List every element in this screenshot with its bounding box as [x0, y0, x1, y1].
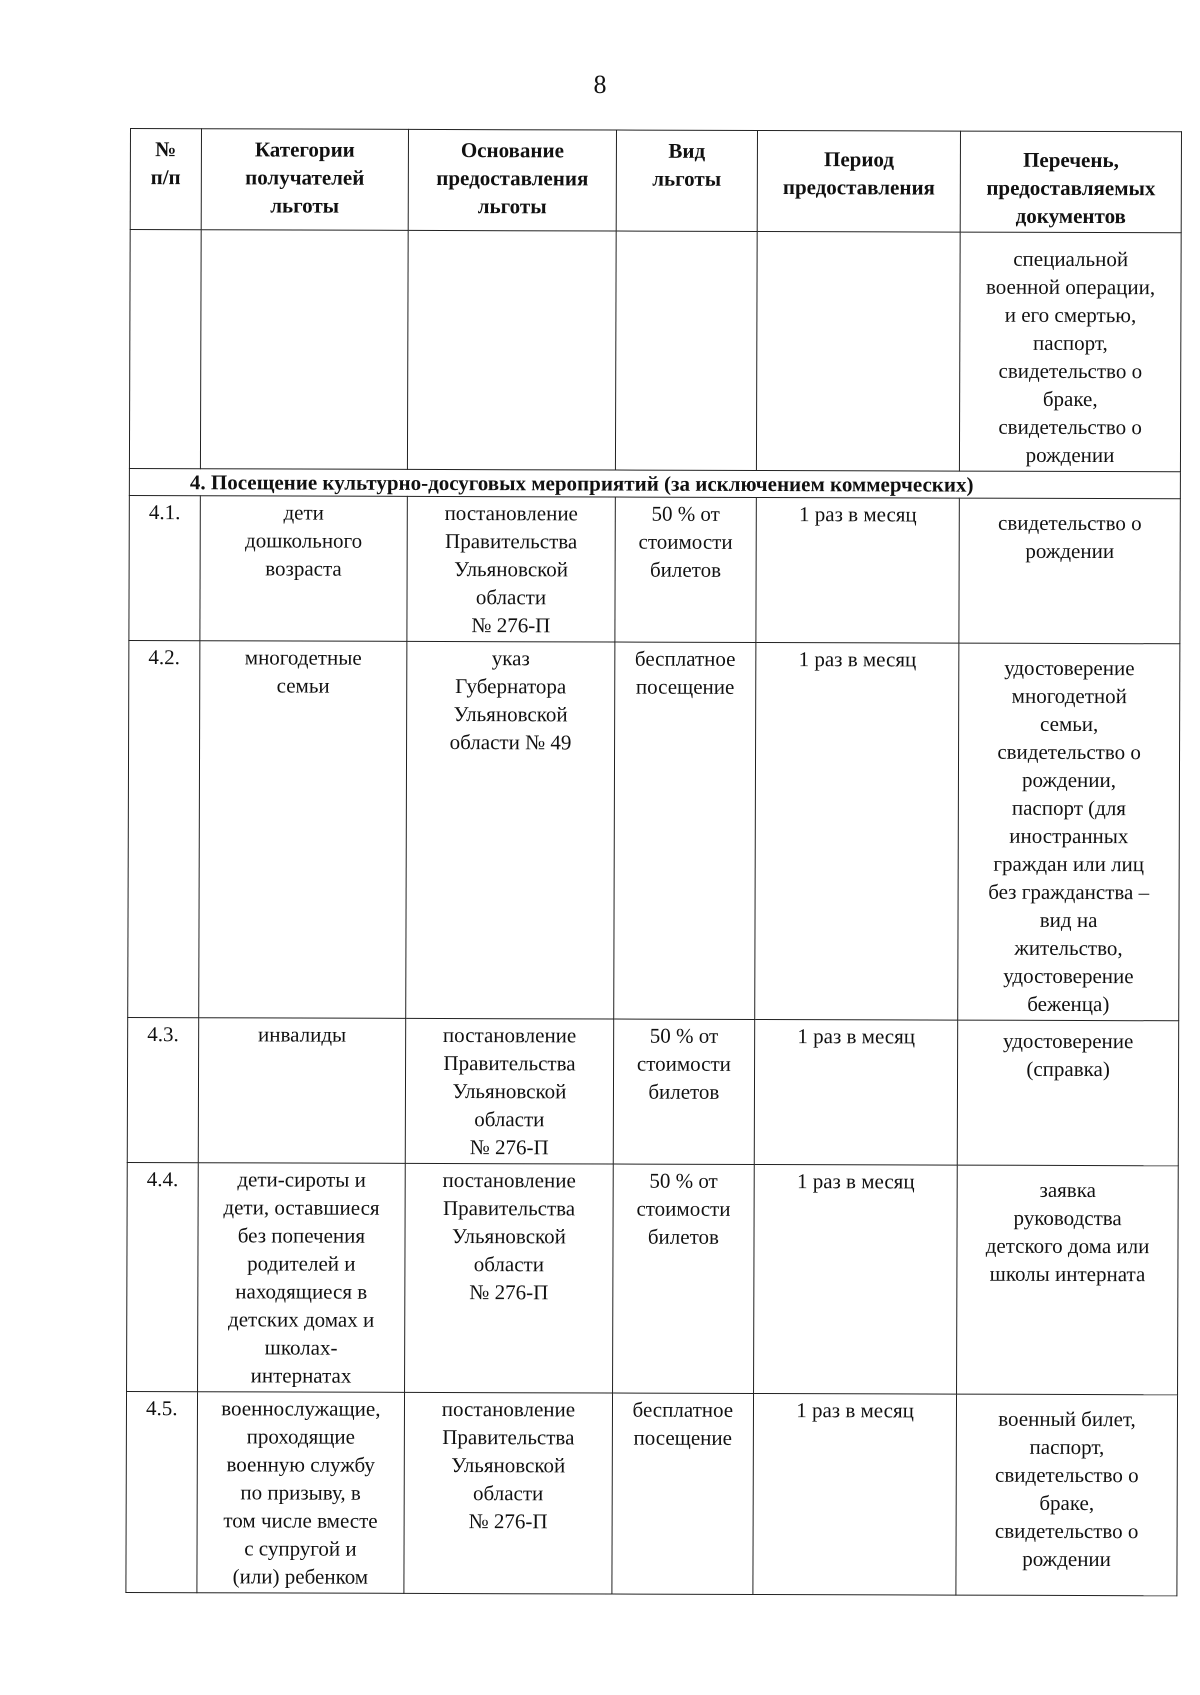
- row-basis: постановление Правительства Ульяновской области № 276-П: [404, 1392, 612, 1594]
- row-type: 50 % от стоимости билетов: [612, 1164, 754, 1393]
- header-period: Период предоставления: [757, 130, 960, 232]
- row-num: 4.4.: [127, 1162, 198, 1391]
- row-documents: заявка руководства детского дома или школы интерната: [957, 1165, 1179, 1395]
- row-num: 4.2.: [128, 640, 200, 1017]
- row-period: 1 раз в месяц: [755, 642, 959, 1020]
- row-basis: постановление Правительства Ульяновской области № 276-П: [405, 1163, 613, 1393]
- row-type: 50 % от стоимости билетов: [613, 1019, 755, 1164]
- row-category: многодетные семьи: [198, 641, 407, 1019]
- continuation-basis: [408, 230, 616, 470]
- row-num: 4.3.: [127, 1017, 198, 1162]
- table-row: [128, 640, 1180, 1020]
- benefits-table: [125, 128, 1182, 1596]
- row-basis: постановление Правительства Ульяновской области № 276-П: [407, 496, 615, 642]
- section-title: 4. Посещение культурно-досуговых мероприятий (за исключением коммерческих): [129, 468, 1180, 498]
- continuation-type: [615, 231, 757, 470]
- page-number: 8: [593, 70, 607, 99]
- row-documents: удостоверение многодетной семьи, свидетельство о рождении, паспорт (для иностранных граждан или лиц без гражданства – вид на жительство, удостоверение беженца): [958, 643, 1180, 1021]
- continuation-num: [129, 230, 200, 469]
- row-period: 1 раз в месяц: [756, 497, 960, 643]
- row-type: бесплатное посещение: [612, 1393, 754, 1594]
- row-period: 1 раз в месяц: [754, 1019, 958, 1165]
- table-row: [127, 1162, 1179, 1394]
- row-num: 4.5.: [126, 1391, 197, 1592]
- table-row: [126, 1391, 1178, 1595]
- row-category: дети-сироты и дети, оставшиеся без попечения родителей и находящиеся в детских домах и школах- интернатах: [197, 1163, 405, 1393]
- row-documents: свидетельство о рождении: [959, 498, 1180, 644]
- section-row: [129, 468, 1180, 498]
- row-category: военнослужащие, проходящие военную службу по призыву, в том числе вместе с супругой и (или) ребенком: [197, 1392, 405, 1594]
- continuation-category: [200, 230, 408, 470]
- header-type: Вид льготы: [616, 130, 758, 231]
- continuation-period: [756, 231, 960, 471]
- row-period: 1 раз в месяц: [753, 1393, 957, 1595]
- header-num: № п/п: [130, 129, 201, 230]
- row-documents: военный билет, паспорт, свидетельство о браке, свидетельство о рождении: [956, 1394, 1177, 1596]
- row-category: инвалиды: [198, 1018, 406, 1164]
- header-basis: Основание предоставления льготы: [408, 129, 616, 231]
- continuation-documents: специальной военной операции, и его смертью, паспорт, свидетельство о браке, свидетельство о рождении: [960, 232, 1182, 472]
- row-documents: удостоверение (справка): [957, 1020, 1178, 1166]
- row-num: 4.1.: [129, 495, 200, 640]
- row-category: дети дошкольного возраста: [200, 496, 408, 642]
- header-row: [130, 129, 1181, 233]
- row-type: бесплатное посещение: [613, 642, 755, 1019]
- header-category: Категории получателей льготы: [201, 129, 409, 231]
- header-documents: Перечень, предоставляемых документов: [960, 131, 1181, 233]
- row-basis: постановление Правительства Ульяновской области № 276-П: [405, 1018, 613, 1164]
- table-row: [129, 495, 1180, 643]
- row-basis: указ Губернатора Ульяновской области № 49: [406, 641, 615, 1019]
- continuation-row: [129, 230, 1181, 472]
- row-period: 1 раз в месяц: [754, 1164, 958, 1394]
- table-row: [127, 1017, 1178, 1165]
- row-type: 50 % от стоимости билетов: [615, 497, 757, 642]
